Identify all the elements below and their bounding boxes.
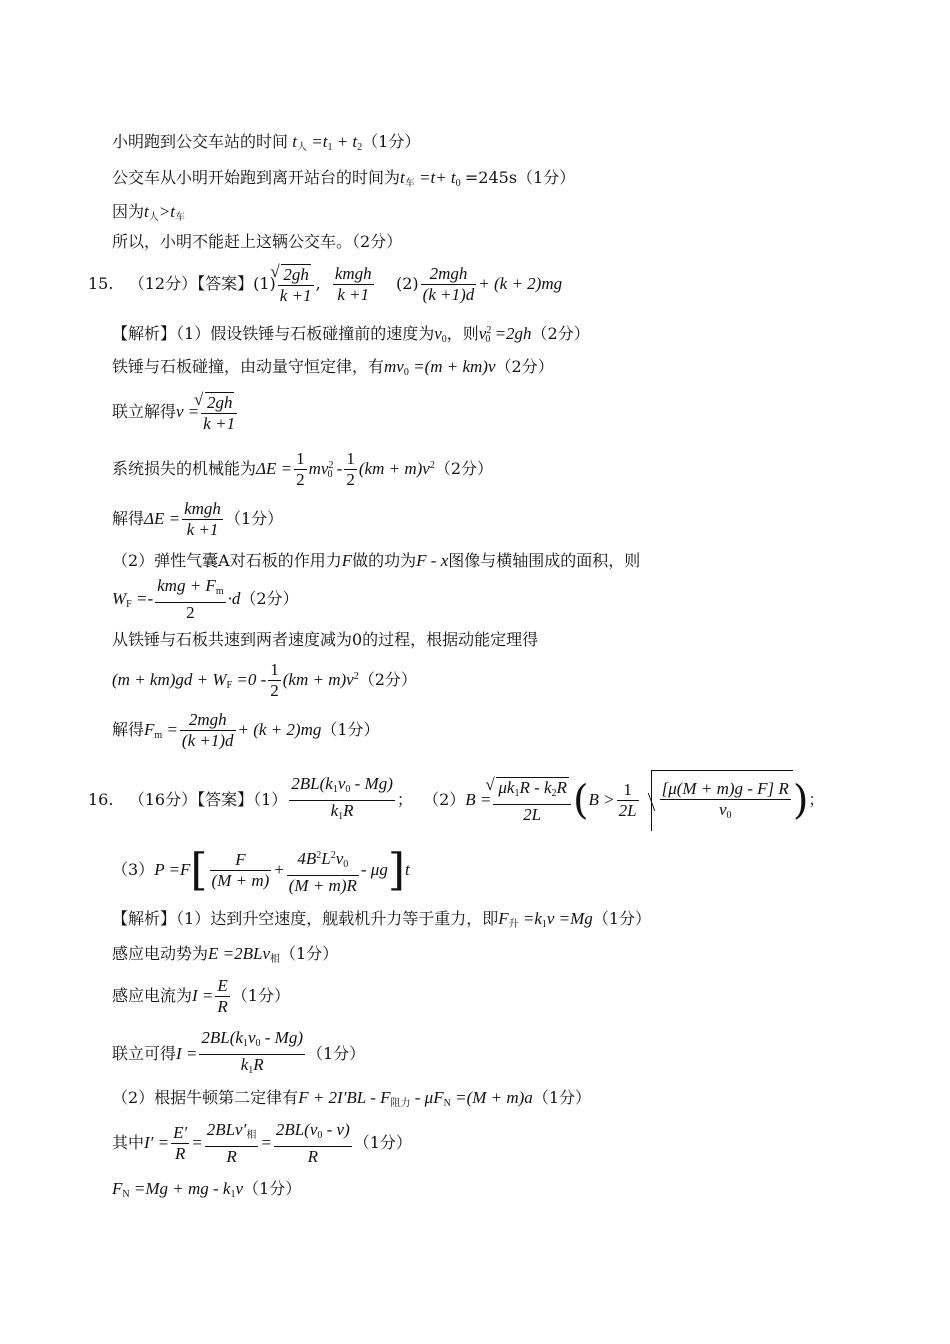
line-text: （1）达到升空速度，舰载机升力等于重力，即	[176, 909, 499, 928]
points: （1分）	[231, 986, 290, 1005]
line-text: （2）弹性气囊A对石板的作用力	[112, 551, 342, 570]
points: （1分）	[243, 1179, 302, 1198]
points: （1分）	[353, 1133, 412, 1152]
points: （1分）	[517, 168, 576, 187]
q15-analysis-8	[112, 629, 538, 651]
line-text: 感应电动势为	[112, 944, 209, 963]
analysis-label: 【解析】	[112, 324, 177, 343]
points: （1分）	[280, 944, 339, 963]
line-text: （1）假设铁锤与石板碰撞前的速度为	[176, 324, 435, 343]
points: （2分）	[434, 459, 493, 478]
question-number: 15.	[88, 274, 114, 293]
formula: $\frac{2BL(k_1v_0 - Mg)}{k_1R}$	[291, 774, 393, 822]
formula: $\frac{\text{2mgh}}{(k +1)d}$	[422, 264, 475, 304]
q16-analysis-4	[112, 1028, 365, 1081]
formula: P =F	[154, 860, 191, 879]
question-score: （16分）	[128, 790, 198, 809]
points: （2分）	[240, 589, 299, 608]
q15-analysis-4	[112, 444, 493, 497]
formula: $F_N =Mg$ + mg - $k_1v$	[112, 1179, 244, 1200]
q15-analysis-9	[112, 655, 417, 708]
formula: + (k + 2)mg	[237, 720, 322, 739]
line-text: 解得	[112, 720, 145, 739]
q15-analysis-10	[112, 708, 380, 758]
formula: $\frac{1}{2}$	[296, 449, 305, 489]
q16-analysis-3	[112, 974, 290, 1018]
formula: $\frac{2BLv'_相}{R}$	[206, 1120, 257, 1166]
q15-analysis-7	[112, 576, 299, 627]
part-label: （2）	[423, 790, 466, 809]
formula: $t_车 =t+ t_0$	[400, 168, 461, 189]
line-text: 因为	[112, 202, 145, 221]
formula: I′ =	[144, 1133, 170, 1152]
text-line-3	[112, 201, 185, 229]
formula: B >	[588, 790, 615, 809]
formula: √ $\frac{2gh}{k +1}$	[201, 392, 237, 434]
points: （1分）	[532, 1088, 591, 1107]
line-text: 联立解得	[112, 402, 177, 421]
formula: $\frac{\text{2mgh}}{(k +1)d}$	[181, 710, 234, 750]
part-label: （1）	[253, 790, 288, 809]
formula: $\frac{E}{R}$	[217, 976, 228, 1016]
q16-analysis-5	[112, 1087, 591, 1115]
line-text: 做的功为	[352, 551, 417, 570]
separator: ；	[808, 790, 825, 809]
formula: √ $\frac{\mu k_1R - k_2R}{2L}$	[493, 777, 571, 825]
formula: $F_m$ =	[144, 720, 178, 741]
points: （2分）	[358, 670, 417, 689]
answer-label: 【答案】	[197, 274, 254, 293]
formula: $\frac{4B^2L^2v_0}{(M + m)R}$	[287, 846, 359, 896]
q16-analysis-2	[112, 943, 338, 971]
formula: +	[273, 860, 285, 879]
formula: t	[405, 860, 410, 879]
answer-label: 【答案】	[197, 790, 254, 809]
formula: ΔE =	[256, 459, 293, 478]
formula: ΔE =	[144, 509, 181, 528]
line-text: 铁锤与石板碰撞，由动量守恒定律，有	[112, 357, 385, 376]
formula: $\frac{1}{2L}$	[618, 780, 637, 820]
points: （2分）	[495, 357, 554, 376]
line-text: 系统损失的机械能为	[112, 459, 257, 478]
q15-analysis-3	[112, 390, 239, 434]
formula: I =	[192, 986, 214, 1005]
text-line-4	[112, 231, 402, 253]
q16-analysis-1	[112, 908, 651, 936]
formula: $\frac{kmg + F_m}{2}$	[157, 576, 224, 622]
formula: $mv^2_0$ -	[308, 459, 343, 480]
formula: $t_人 =t_1 + t_2$	[288, 132, 363, 153]
line-text: 小明跑到公交车站的时间	[112, 132, 289, 151]
value: =245s	[464, 168, 518, 187]
part-label: （3）	[112, 860, 155, 879]
points: （1分）	[306, 1044, 366, 1063]
analysis-label: 【解析】	[112, 909, 177, 928]
points: （1分）	[224, 509, 284, 528]
formula: $\frac{2BL(k_1v_0 - Mg)}{k_1R}$	[201, 1028, 303, 1076]
formula: $mv_0 =(m + km)v$	[384, 357, 496, 378]
formula: $v^2_0 =2gh$	[478, 324, 532, 345]
q16-analysis-6	[112, 1120, 412, 1167]
q15-analysis-6	[112, 550, 640, 572]
line-text: 从铁锤与石板共速到两者速度减为0的过程，根据动能定理得	[112, 630, 539, 649]
q15-header: 15. （12分）【答案】(1) √ $\frac{2gh}{k +1}$ , $\frac{\text{kmgh}}{k +1}$ (2) $\frac{\text{2mgh}}{(k +1)d}$ + (k + 2)mg	[88, 262, 562, 306]
formula: $\frac{2BL(v_0 - v)}{R}$	[275, 1120, 350, 1166]
formula: I =	[176, 1044, 198, 1063]
line-text: ，则	[446, 324, 479, 343]
q15-analysis-2	[112, 356, 554, 384]
formula: ·d	[227, 589, 241, 608]
text-line-1	[112, 131, 420, 159]
formula: $F_升 =k_1v =Mg$	[498, 909, 593, 930]
formula: $W_F$ =-	[112, 589, 154, 610]
formula: $\frac{E'}{R}$	[173, 1123, 188, 1163]
separator: ；	[396, 790, 413, 809]
points: （1分）	[321, 720, 380, 739]
formula: =	[191, 1133, 203, 1152]
formula: $\frac{\text{kmgh}}{k +1}$	[184, 499, 221, 539]
formula: $(m + km)gd + W_F =0$ -	[112, 670, 267, 691]
q16-header: 16. （16分）【答案】（1） $\frac{2BL(k_1v_0 - Mg)}{k_1R}$ ； （2）B = √ $\frac{\mu k_1R - k_2R}{2L}$ (B > $\frac{1}{2L}$ $\frac{[\mu(M + m)g - F] R}{v_0}$ )；	[88, 770, 824, 831]
formula: $F + 2I'BL - F_{阻力} - \mu F_N =(M + m)a$	[298, 1088, 533, 1109]
formula: $t_人>t_车$	[144, 202, 185, 223]
points: （1分）	[592, 909, 651, 928]
part-label: (2)	[396, 274, 419, 293]
formula: √ $\frac{2gh}{k +1}$	[278, 264, 314, 306]
formula: F - x	[416, 551, 449, 570]
line-text: 公交车从小明开始跑到离开站台的时间为	[112, 168, 401, 187]
q15-analysis-1	[112, 320, 590, 351]
formula: - μg	[360, 860, 388, 879]
line-text: （2）根据牛顿第二定律有	[112, 1088, 299, 1107]
formula: $\frac{[\mu(M + m)g - F] R}{v_0}$	[651, 770, 793, 831]
text-line-2	[112, 167, 575, 195]
points: （1分）	[362, 132, 421, 151]
line-text: 联立可得	[112, 1044, 177, 1063]
formula: $\frac{F}{(M + m)}$	[211, 850, 270, 890]
line-text: 感应电流为	[112, 986, 193, 1005]
formula: $(km + m)v^2$	[358, 459, 435, 478]
formula: $\frac{\text{kmgh}}{k +1}$	[334, 264, 372, 304]
formula: B =	[465, 790, 492, 809]
formula: E =2BLv$_相$	[208, 944, 281, 965]
line-text: 解得	[112, 509, 145, 528]
formula: $(km + m)v^2$	[282, 670, 359, 689]
q16-analysis-7	[112, 1178, 301, 1206]
formula: + (k + 2)mg	[478, 274, 563, 293]
formula: $\frac{1}{2}$	[270, 660, 279, 700]
formula: F	[341, 551, 353, 570]
formula: $\frac{1}{2}$	[346, 449, 355, 489]
line-text: 其中	[112, 1133, 145, 1152]
question-score: （12分）	[128, 274, 198, 293]
formula: =	[260, 1133, 272, 1152]
q16-answer-3: （3）P =F[ $\frac{F}{(M + m)}$ + $\frac{4B^2L^2v_0}{(M + m)R}$ - μg]t	[112, 844, 410, 896]
formula: v =	[176, 402, 200, 421]
points: （2分）	[531, 324, 590, 343]
q15-analysis-5	[112, 497, 283, 541]
part-label: (1)	[253, 274, 276, 293]
question-number: 16.	[88, 790, 114, 809]
line-text: 所以，小明不能赶上这辆公交车。（2分）	[112, 232, 403, 251]
formula: $v_0$	[434, 324, 447, 345]
line-text: 图像与横轴围成的面积，则	[448, 551, 641, 570]
